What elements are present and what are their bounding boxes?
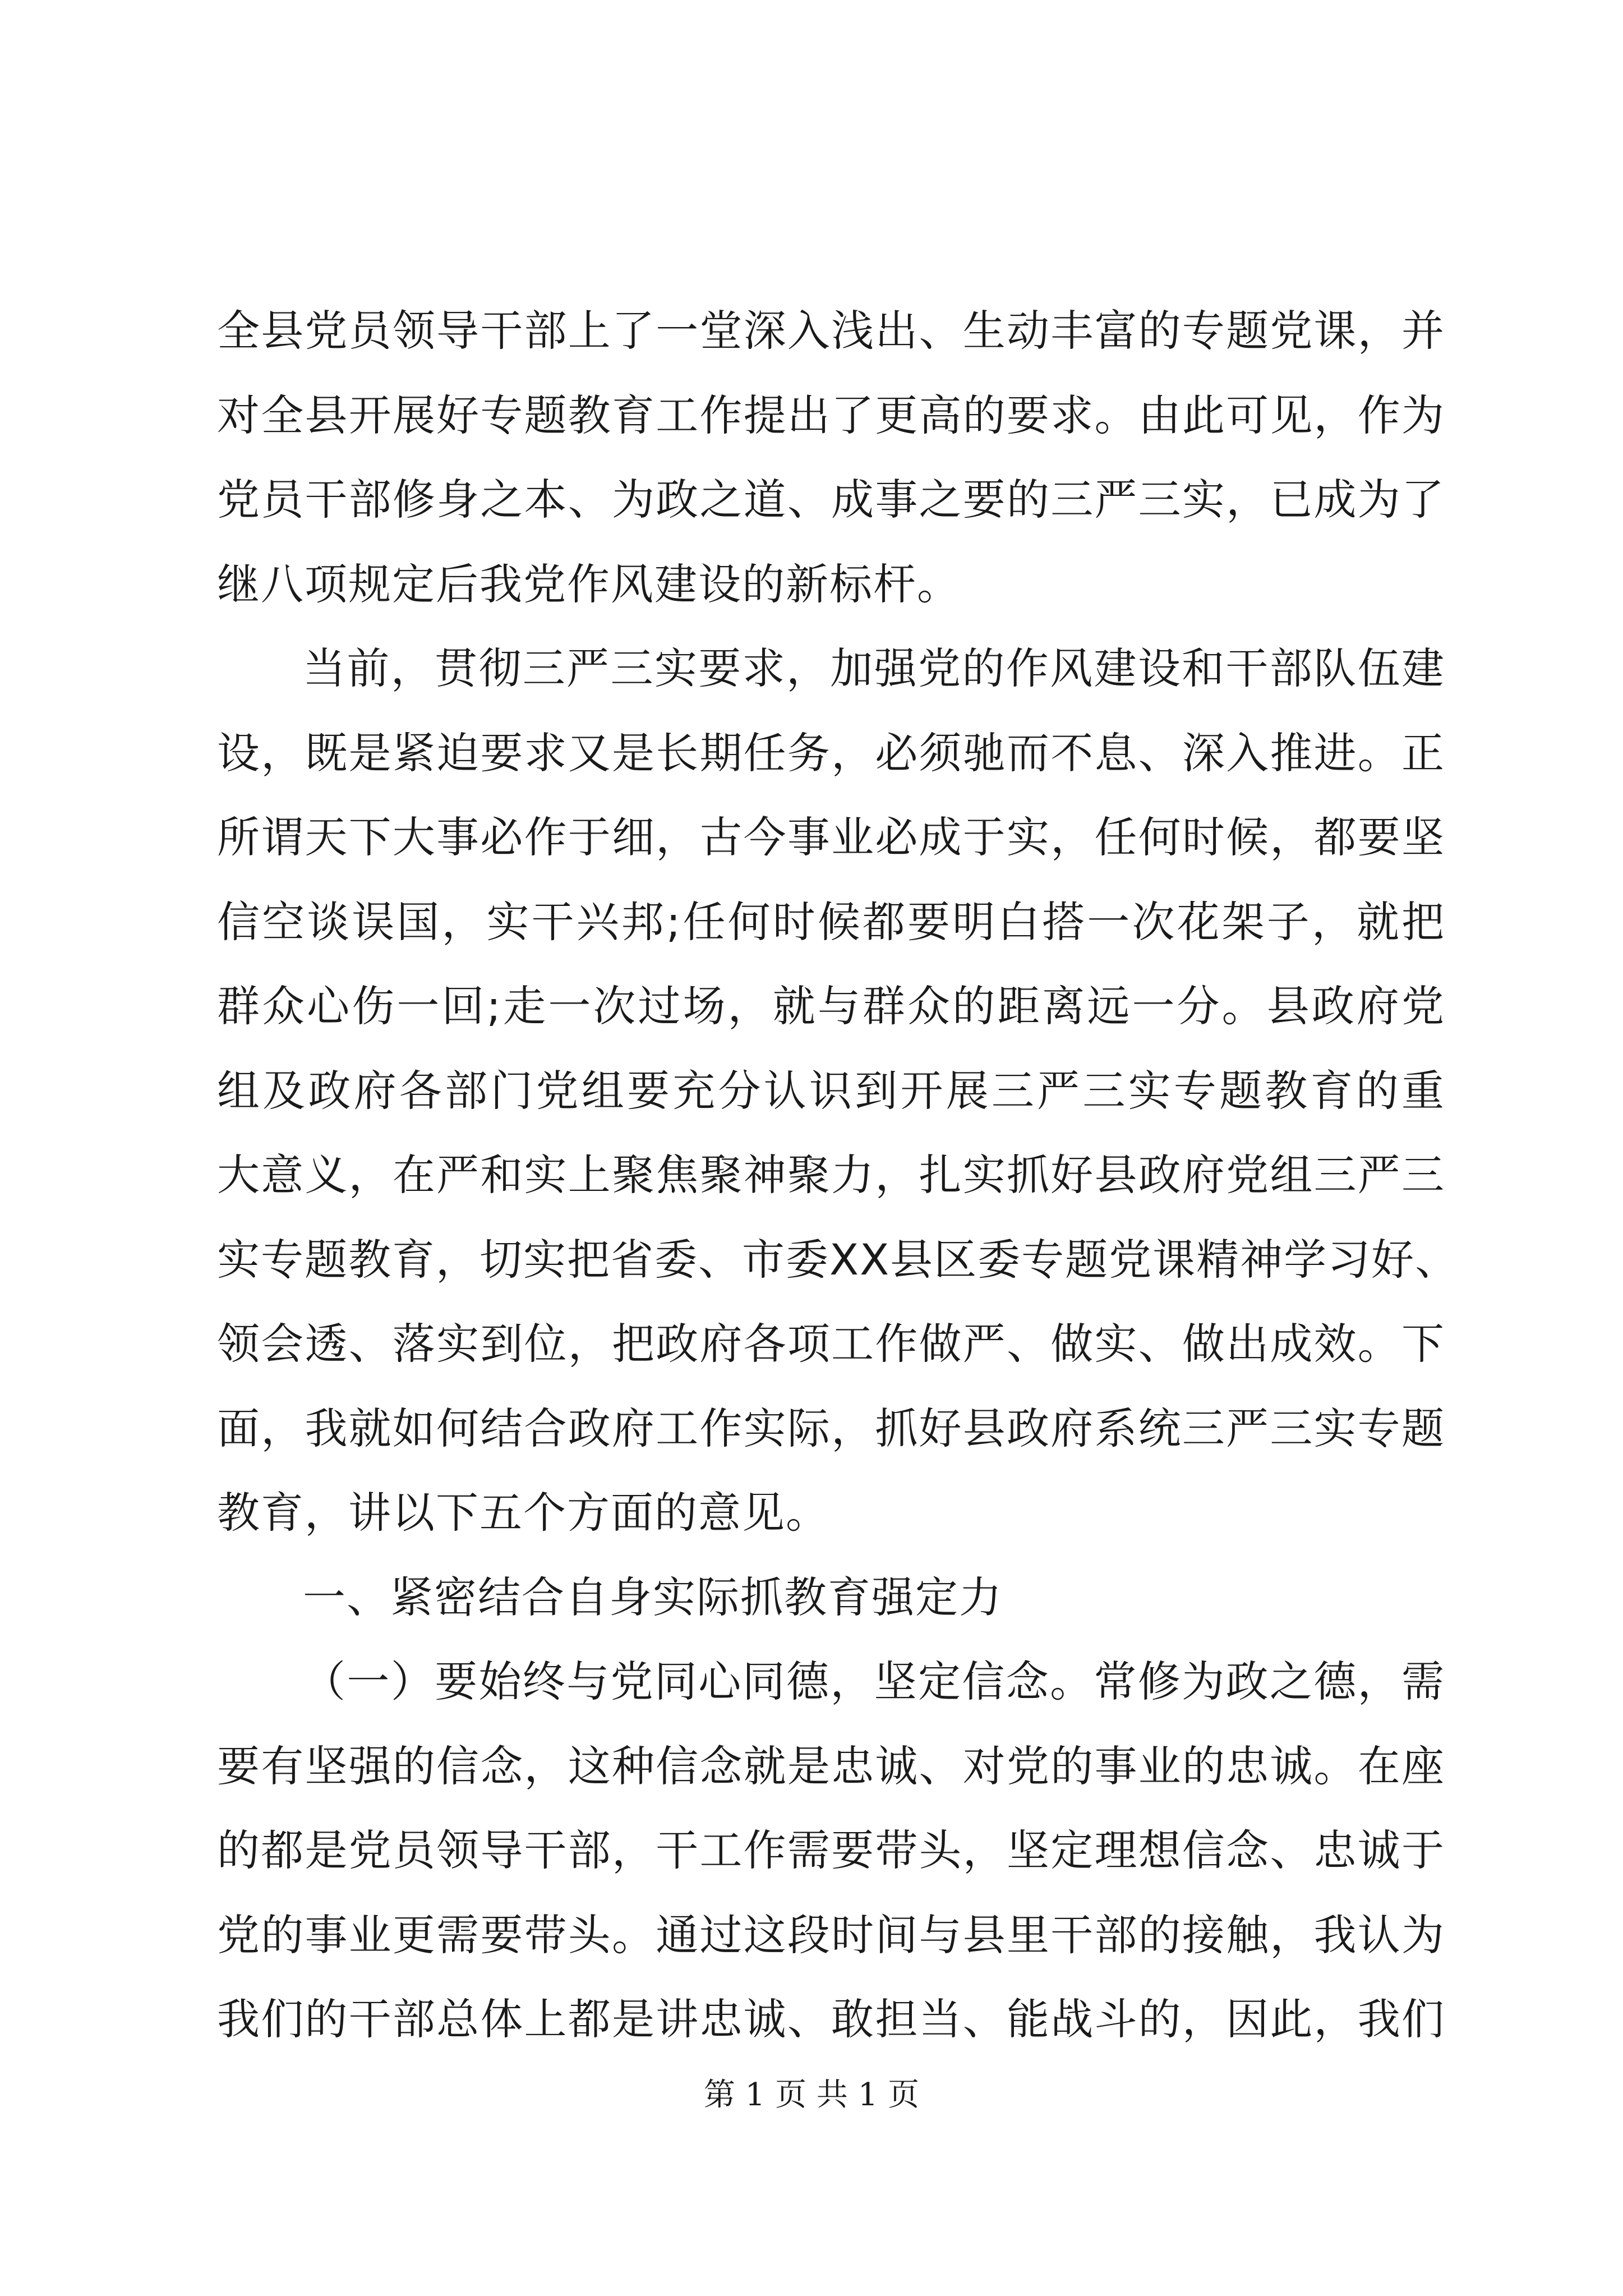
paragraph-2-line-8: 实专题教育，切实把省委、市委XX县区委专题党课精神学习好、 xyxy=(217,1235,1459,1285)
paragraph-2-line-2: 设，既是紧迫要求又是长期任务，必须驰而不息、深入推进。正 xyxy=(217,728,1445,778)
paragraph-2-line-3: 所谓天下大事必作于细，古今事业必成于实，任何时候，都要坚 xyxy=(217,812,1445,862)
paragraph-2-line-10: 面，我就如何结合政府工作实际，抓好县政府系统三严三实专题 xyxy=(217,1404,1445,1453)
paragraph-1-line-2: 对全县开展好专题教育工作提出了更高的要求。由此可见，作为 xyxy=(217,390,1445,440)
paragraph-2-line-11: 教育，讲以下五个方面的意见。 xyxy=(217,1488,829,1538)
paragraph-3-line-5: 我们的干部总体上都是讲忠诚、敢担当、能战斗的，因此，我们 xyxy=(217,1994,1445,2044)
section-heading-1: 一、紧密结合自身实际抓教育强定力 xyxy=(303,1572,1003,1622)
paragraph-2-line-1: 当前，贯彻三严三实要求，加强党的作风建设和干部队伍建 xyxy=(303,643,1445,693)
paragraph-3-line-1: （一）要始终与党同心同德，坚定信念。常修为政之德，需 xyxy=(303,1657,1445,1706)
paragraph-2-line-7: 大意义，在严和实上聚焦聚神聚力，扎实抓好县政府党组三严三 xyxy=(217,1150,1445,1200)
paragraph-1-line-1: 全县党员领导干部上了一堂深入浅出、生动丰富的专题党课，并 xyxy=(217,306,1445,356)
paragraph-3-line-2: 要有坚强的信念，这种信念就是忠诚、对党的事业的忠诚。在座 xyxy=(217,1741,1445,1791)
paragraph-1-line-4: 继八项规定后我党作风建设的新标杆。 xyxy=(217,559,961,609)
page-footer: 第 1 页 共 1 页 xyxy=(703,2077,920,2113)
paragraph-2-line-5: 群众心伤一回;走一次过场，就与群众的距离远一分。县政府党 xyxy=(217,981,1445,1031)
paragraph-3-line-4: 党的事业更需要带头。通过这段时间与县里干部的接触，我认为 xyxy=(217,1910,1445,1960)
paragraph-2-line-6: 组及政府各部门党组要充分认识到开展三严三实专题教育的重 xyxy=(217,1066,1445,1116)
paragraph-2-line-9: 领会透、落实到位，把政府各项工作做严、做实、做出成效。下 xyxy=(217,1319,1445,1369)
paragraph-3-line-3: 的都是党员领导干部，干工作需要带头，坚定理想信念、忠诚于 xyxy=(217,1825,1445,1875)
paragraph-1-line-3: 党员干部修身之本、为政之道、成事之要的三严三实，已成为了 xyxy=(217,475,1445,524)
paragraph-2-line-4: 信空谈误国，实干兴邦;任何时候都要明白搭一次花架子，就把 xyxy=(217,897,1445,947)
